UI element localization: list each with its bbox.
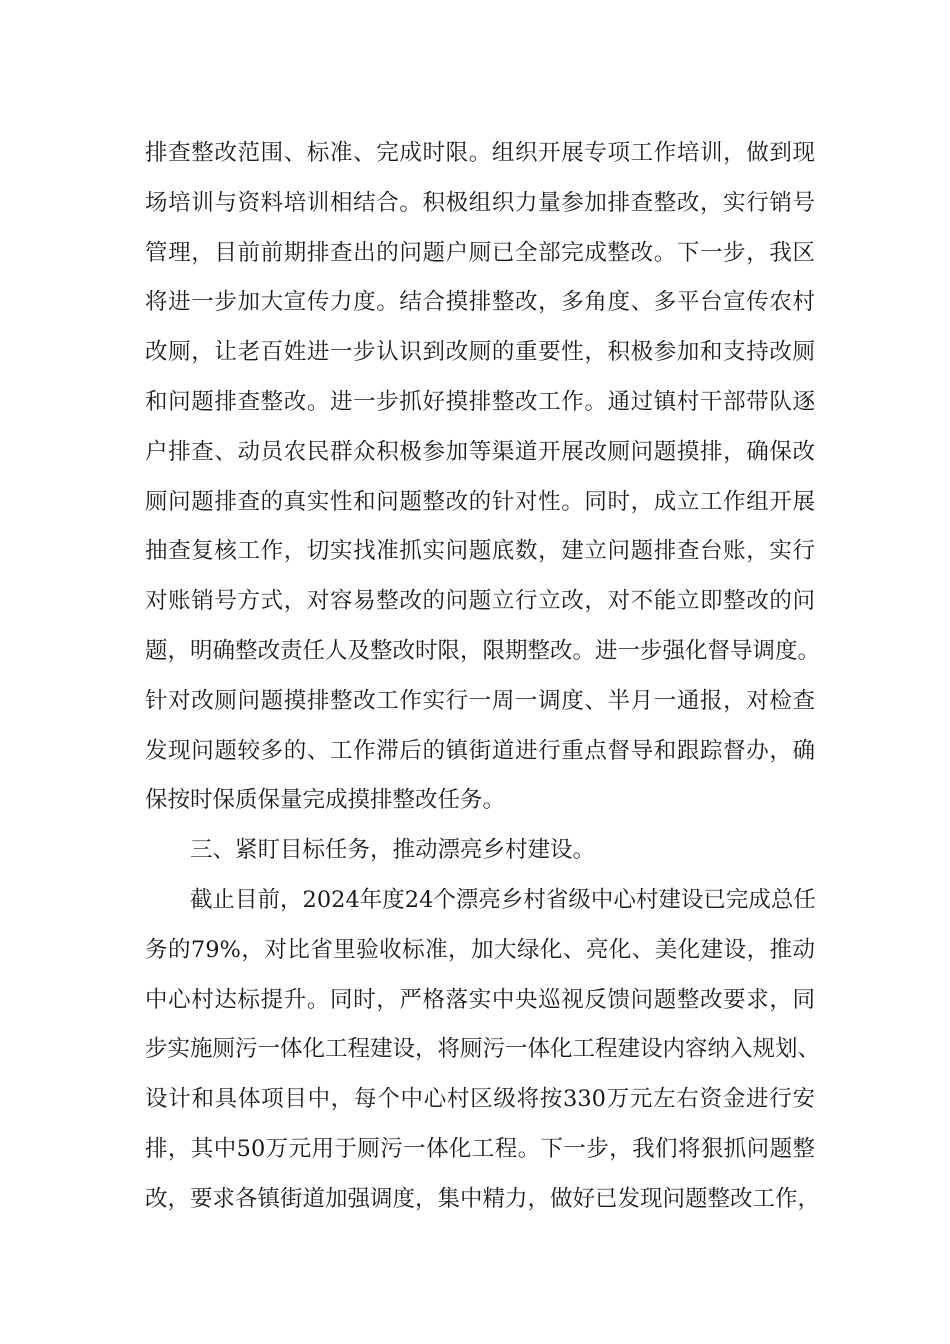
- text-line: 场培训与资料培训相结合。积极组织力量参加排查整改，实行销号: [145, 189, 815, 216]
- text-line: 厕问题排查的真实性和问题整改的针对性。同时，成立工作组开展: [145, 488, 815, 515]
- text-line: 改厕，让老百姓进一步认识到改厕的重要性，积极参加和支持改厕: [145, 339, 815, 366]
- text-line: 发现问题较多的、工作滞后的镇街道进行重点督导和跟踪督办，确: [145, 737, 815, 764]
- text-line: 改，要求各镇街道加强调度，集中精力，做好已发现问题整改工作，: [145, 1185, 821, 1212]
- text-line: 对账销号方式，对容易整改的问题立行立改，对不能立即整改的问: [145, 588, 815, 615]
- section-heading: 三、紧盯目标任务，推动漂亮乡村建设。: [190, 837, 596, 864]
- text-line: 设计和具体项目中，每个中心村区级将按330万元左右资金进行安: [145, 1086, 815, 1113]
- text-line: 务的79%，对比省里验收标准，加大绿化、亮化、美化建设，推动: [145, 936, 815, 963]
- text-line: 步实施厕污一体化工程建设，将厕污一体化工程建设内容纳入规划、: [145, 1036, 821, 1063]
- text-line: 户排查、动员农民群众积极参加等渠道开展改厕问题摸排，确保改: [145, 438, 815, 465]
- text-line: 中心村达标提升。同时，严格落实中央巡视反馈问题整改要求，同: [145, 986, 815, 1013]
- body-text: [145, 129, 821, 1225]
- text-line: 保按时保质保量完成摸排整改任务。: [145, 787, 506, 814]
- text-line: 截止目前，2024年度24个漂亮乡村省级中心村建设已完成总任: [190, 886, 816, 913]
- text-line: 管理，目前前期排查出的问题户厕已全部完成整改。下一步，我区: [145, 239, 815, 266]
- text-line: 抽查复核工作，切实找准抓实问题底数，建立问题排查台账，实行: [145, 538, 815, 565]
- text-line: 将进一步加大宣传力度。结合摸排整改，多角度、多平台宣传农村: [145, 289, 815, 316]
- text-line: 题，明确整改责任人及整改时限，限期整改。进一步强化督导调度。: [145, 637, 821, 664]
- text-line: 和问题排查整改。进一步抓好摸排整改工作。通过镇村干部带队逐: [145, 388, 815, 415]
- text-line: 针对改厕问题摸排整改工作实行一周一调度、半月一通报，对检查: [145, 687, 815, 714]
- text-line: 排查整改范围、标准、完成时限。组织开展专项工作培训，做到现: [145, 140, 815, 166]
- text-line: 排，其中50万元用于厕污一体化工程。下一步，我们将狠抓问题整: [145, 1135, 815, 1162]
